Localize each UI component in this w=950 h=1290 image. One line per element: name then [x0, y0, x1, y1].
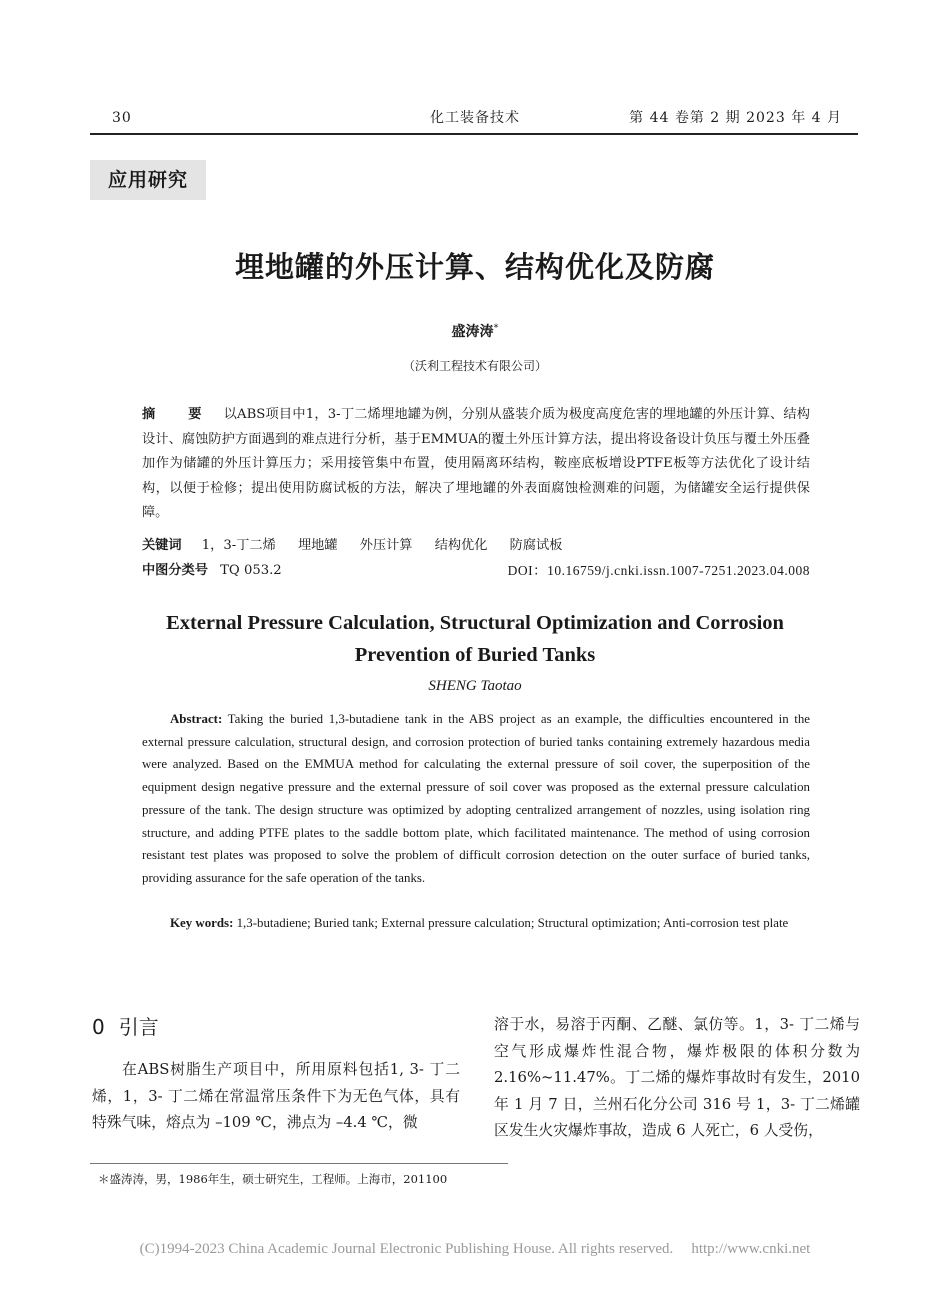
abstract-en-text: Taking the buried 1,3-butadiene tank in the ABS project as an example, the difficulties encountered in the external pressure calculation, structural design, and corrosion protection of buried tanks containing extremely hazardous media were analyzed. Based on the EMMUA method for calculating the external pressure of soil cover, the superposition of the equipment design negative pressure and the external pressure of soil cover was proposed as the external pressure calculation pressure of the tank. The design structure was optimized by adopting centralized arrangement of nozzles, using isolation ring structure, and adding PTFE plates to the saddle bottom plate, which facilitated maintenance. The method of using corrosion resistant test plates was proposed to solve the problem of difficult corrosion detection on the outer surface of buried tanks, providing assurance for the safe operation of the tanks. [142, 712, 810, 885]
keyword-cn: 结构优化 [434, 538, 488, 553]
footnote: ＊盛涛涛，男，1986年生，硕士研究生，工程师。上海市，201100 [98, 1172, 448, 1186]
body-text-left-column: 在ABS树脂生产项目中，所用原料包括1, 3- 丁二烯，1，3- 丁二烯在常温常压条件下为无色气体，具有特殊气味，熔点为 –109 ℃，沸点为 –4.4 ℃，微 [92, 1061, 460, 1132]
abstract-en [142, 708, 810, 890]
abstract-en-label: Abstract: [170, 712, 223, 726]
section-heading [92, 1012, 173, 1042]
page-number: 30 [112, 110, 132, 126]
keywords-cn [142, 536, 810, 556]
keyword-cn: 防腐试板 [509, 538, 563, 553]
journal-name: 化工装备技术 [430, 110, 520, 126]
title-en [120, 607, 830, 671]
section-title: 引言 [118, 1015, 159, 1039]
abstract-cn-text: 以ABS项目中1，3-丁二烯埋地罐为例，分别从盛装介质为极度高度危害的埋地罐的外压计算、结构设计、腐蚀防护方面遇到的难点进行分析，基于EMMUA的覆土外压计算方法，提出将设备设计负压与覆土外压叠加作为储罐的外压计算压力；采用接管集中布置，使用隔离环结构，鞍座底板增设PTFE板等方法优化了设计结构，以便于检修；提出使用防腐试板的方法，解决了埋地罐的外表面腐蚀检测难的问题，为储罐安全运行提供保障。 [142, 407, 810, 520]
title-en-line2: Prevention of Buried Tanks [354, 644, 596, 666]
classification-code: TQ 053.2 [220, 563, 282, 578]
keywords-en [142, 912, 810, 935]
keywords-cn-label: 关键词 [142, 538, 182, 553]
abstract-cn-label: 摘 要 [142, 407, 216, 422]
abstract-cn [142, 403, 810, 526]
copyright-text: (C)1994-2023 China Academic Journal Electronic Publishing House. All rights reserved. [139, 1241, 674, 1257]
author-cn [0, 321, 950, 341]
author-footnote-mark: * [493, 322, 499, 334]
header-rule [90, 133, 858, 135]
affiliation-cn: （沃利工程技术有限公司） [402, 359, 547, 373]
keywords-en-label: Key words: [170, 916, 234, 930]
keyword-cn: 埋地罐 [297, 538, 338, 553]
classification-label: 中图分类号 [142, 563, 208, 578]
author-name-cn: 盛涛涛 [451, 324, 494, 340]
title-en-line1: External Pressure Calculation, Structural Optimization and Corrosion [166, 612, 784, 634]
issue-info: 第 44 卷第 2 期 2023 年 4 月 [629, 110, 842, 126]
body-text-right-column: 溶于水，易溶于丙酮、乙醚、氯仿等。1，3- 丁二烯与空气形成爆炸性混合物，爆炸极限的体积分数为 2.16%~11.47%。丁二烯的爆炸事故时有发生，2010 年 1 月 7 日，兰州石化分公司 316 号 1，3- 丁二烯罐区发生火灾爆炸事故，造成 6 人死亡，6 人受伤， [494, 1016, 860, 1140]
classification-row [142, 561, 810, 581]
keyword-cn: 外压计算 [359, 538, 413, 553]
section-number: 0 [92, 1015, 105, 1039]
footnote-rule [90, 1163, 508, 1164]
copyright-notice [0, 1241, 950, 1258]
keyword-cn: 1，3-丁二烯 [201, 538, 276, 553]
copyright-url[interactable]: http://www.cnki.net [691, 1241, 811, 1257]
keywords-en-text: 1,3-butadiene; Buried tank; External pressure calculation; Structural optimization; Anti-corrosion test plate [236, 916, 789, 930]
section-tag: 应用研究 [90, 160, 206, 200]
doi: DOI：10.16759/j.cnki.issn.1007-7251.2023.04.008 [507, 563, 810, 578]
author-en: SHENG Taotao [428, 678, 522, 694]
title-cn: 埋地罐的外压计算、结构优化及防腐 [234, 250, 715, 284]
